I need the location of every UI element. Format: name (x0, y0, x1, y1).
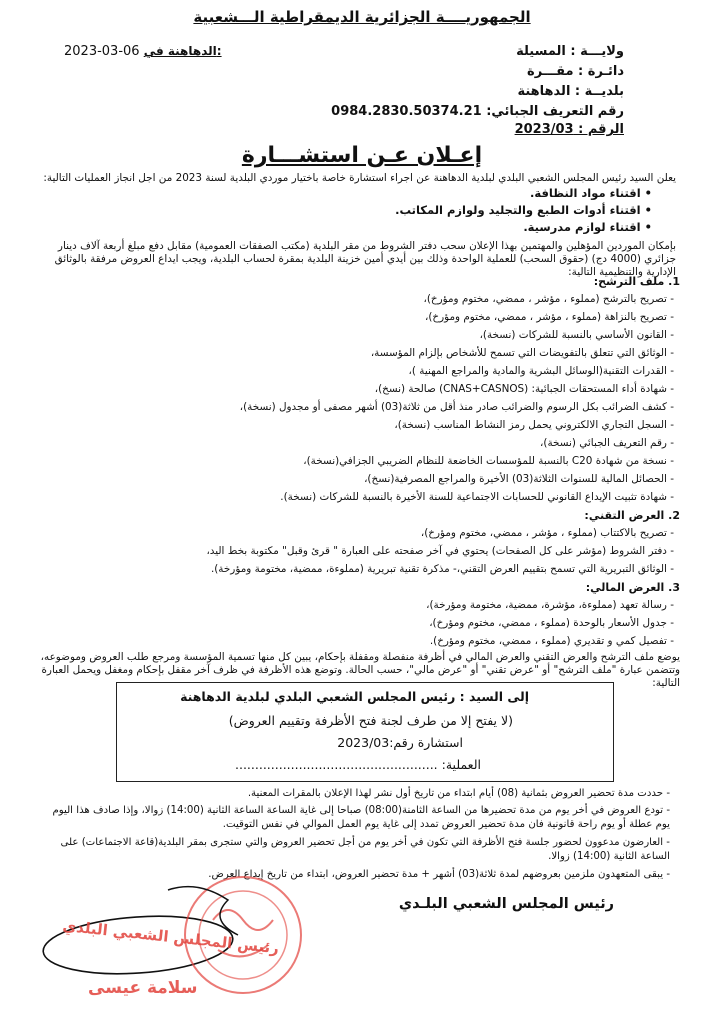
section-title: 3. العرض المالي: (585, 581, 680, 594)
signature-title: رئيس المجلس الشعبي البلـدي (398, 896, 614, 912)
box-operation: العملية: ................................................... (235, 757, 481, 772)
note-item: - يبقى المتعهدون ملزمين بعروضهم لمدة ثلاثة(03) أشهر + مدة تحضير العروض، ابتداء من تاريخ إيداع العرض. (208, 869, 670, 880)
note-item: - حددت مدة تحضير العروض بثمانية (08) أيام ابتداء من تاريخ أول نشر لهذا الإعلان بالمقرات المعنية. (247, 788, 670, 799)
stamp-text: رئيس المجلس الشعبي البلدي (61, 916, 280, 958)
list-item: - القانون الأساسي بالنسبة للشركات (نسخة)، (479, 329, 674, 341)
date-label: الدهاهنة في: (143, 44, 222, 58)
envelope-label-box (116, 682, 614, 782)
conditions-paragraph: بإمكان الموردين المؤهلين والمهتمين بهذا الإعلان سحب دفتر الشروط من مقر البلدية (مكتب الصفقات العمومية) مقابل دفع مبلغ أربعة آلاف دينار جزائري (4000 دج) (حقوق السحب) للعملية الواحدة وذلك بين أيدي أمين خزينة البلدية بمقرة لحساب البلدية، ويجب ايداع العروض مرفقة بالوثائق الإدارية والتنظيمية التالية: (54, 240, 676, 278)
republic-header: الجمهوريــــة الجزائرية الديمقراطية الـــشعبية (193, 8, 531, 26)
date-value: 2023-03-06 (64, 44, 140, 59)
intro-paragraph: يعلن السيد رئيس المجلس الشعبي البلدي لبلدية الدهاهنة عن اجراء استشارة خاصة باختيار موردي البلدية لسنة 2023 من اجل انجاز العمليات التالية: (43, 172, 676, 184)
operation-item: • اقتناء مواد النظافة. (530, 186, 652, 200)
operation-item: • اقتناء أدوات الطبع والتجليد ولوازم المكاتب. (395, 203, 652, 217)
signature-name: سلامة عيسى (88, 978, 198, 998)
official-stamp (18, 850, 348, 1020)
list-item: - كشف الضرائب بكل الرسوم والضرائب صادر منذ أقل من ثلاثة(03) أشهر مصفى أو مجدول (نسخة)، (239, 401, 674, 413)
list-item: - الوثائق التي تتعلق بالتفويضات التي تسمح للأشخاص بإلزام المؤسسة، (370, 347, 674, 359)
box-addressee: إلى السيد : رئيس المجلس الشعبي البلدي لبلدية الدهاهنة (180, 689, 529, 704)
operation-item: • اقتناء لوازم مدرسية. (523, 220, 652, 234)
title-text: إعـلان عـن استشـــارة (241, 143, 483, 168)
commune-line: بلديــة : الدهاهنة (517, 84, 624, 99)
section-title: 2. العرض التقني: (584, 509, 680, 522)
list-item: - دفتر الشروط (مؤشر على كل الصفحات) يحتوي في آخر صفحته على العبارة " قرئ وقبل" مكتوبة بخط اليد، (206, 545, 674, 557)
announcement-title (0, 143, 724, 168)
daira-line: دائـرة : مقـــرة (527, 64, 624, 79)
box-consultation-number: استشارة رقم:2023/03 (337, 735, 463, 750)
list-item: - تصريح بالنزاهة (مملوء ، مؤشر ، ممضي، مختوم ومؤرخ)، (424, 311, 674, 323)
wilaya-line: ولايـــة : المسيلة (516, 44, 624, 59)
list-item: - شهادة أداء المستحقات الجبائية: (CNAS+CASNOS) صالحة (نسخ)، (374, 383, 674, 395)
list-item: - السجل التجاري الالكتروني يحمل رمز النشاط المناسب (نسخة)، (394, 419, 674, 431)
list-item: - جدول الأسعار بالوحدة (مملوء ، ممضي، مختوم ومؤرخ)، (429, 617, 674, 629)
list-item: - الحصائل المالية للسنوات الثلاثة(03) الأخيرة والمراجع المصرفية(نسخ)، (364, 473, 674, 485)
list-item: - رقم التعريف الجبائي (نسخة)، (540, 437, 674, 449)
list-item: - شهادة تثبيت الإيداع القانوني للحسابات الاجتماعية للسنة الأخيرة بالنسبة للشركات (نسخة). (280, 491, 674, 503)
list-item: - تصريح بالترشح (مملوء ، مؤشر ، ممضي، مختوم ومؤرخ)، (423, 293, 674, 305)
note-item: - العارضون مدعوون لحضور جلسة فتح الأظرفة التي تكون في أخر يوم من أجل تحضير العروض والتي ستجرى بمقر البلدية(قاعة الاجتماعات) على الساعة الثانية (14:00) زوالا. (60, 837, 670, 862)
envelope-paragraph: يوضع ملف الترشح والعرض التقني والعرض المالي في أظرفة منفصلة ومقفلة بإحكام، يبين كل منها تسمية المؤسسة ومرجع طلب العروض وموضوعه، وتتضمن عبارة "ملف الترشح" أو "عرض تقني" أو "عرض مالي"، حسب الحالة. وتوضع هذه الأظرفة في ظرف آخر مقفل بإحكام ومغفل ويحمل العبارة التالية: (40, 651, 680, 689)
section-title: 1. ملف الترشح: (593, 275, 680, 288)
list-item: - القدرات التقنية(الوسائل البشرية والمادية والمراجع المهنية )، (408, 365, 674, 377)
list-item: - رسالة تعهد (مملوءة، مؤشرة، ممضية، مختومة ومؤرخة)، (426, 599, 674, 611)
list-item: - تفصيل كمي و تقديري (مملوء ، ممضي، مختوم ومؤرخ). (429, 635, 674, 647)
tax-id-line: رقم التعريف الجبائي: 0984.2830.50374.21 (331, 104, 624, 119)
reference-line: الرقم : 2023/03 (514, 122, 624, 137)
list-item: - تصريح بالاكتتاب (مملوء ، مؤشر ، ممضي، مختوم ومؤرخ)، (420, 527, 674, 539)
box-instruction: (لا يفتح إلا من طرف لجنة فتح الأظرفة وتقييم العروض) (228, 713, 513, 728)
list-item: - نسخة من شهادة C20 بالنسبة للمؤسسات الخاضعة للنظام الضريبي الجزافي(نسخة)، (303, 455, 674, 467)
list-item: - الوثائق التبريرية التي تسمح بتقييم العرض التقني،- مذكرة تقنية تبريرية (مملوءة، ممضية، مختومة ومؤرخة). (210, 563, 674, 575)
note-item: - تودع العروض في أخر يوم من مدة تحضيرها من الساعة الثامنة(08:00) صباحا إلى غاية الساعة الساعة الثانية (14:00) زوالا، وإذا صادف هذا اليوم يوم عطلة أو يوم راحة قانونية فان مدة تحضير العروض تمدد إلى غاية يوم العمل الموالي في نفس التوقيت. (52, 805, 670, 830)
date-line (64, 44, 222, 59)
